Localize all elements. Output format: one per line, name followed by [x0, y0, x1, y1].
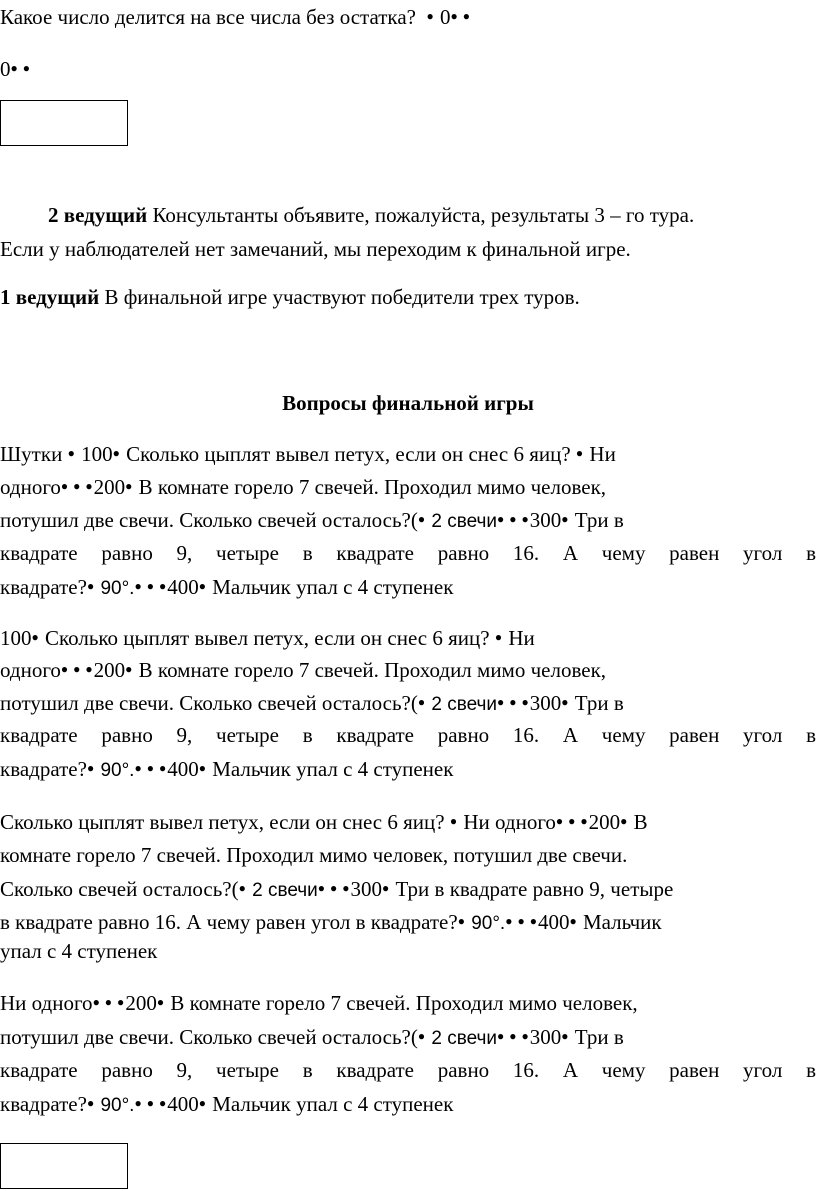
answer-box — [0, 100, 128, 146]
block2-text: Мальчик упал с 4 ступенек — [212, 757, 454, 781]
block4-text: Три в — [574, 1025, 624, 1049]
block2-text: В комнате горело 7 свечей. Проходил мимо человек, — [138, 658, 607, 682]
block4-text: 2 свечи — [431, 1028, 498, 1049]
block3-text: Мальчик — [582, 910, 662, 934]
bullet-icon: ● — [198, 579, 207, 593]
block2-text: 300 — [529, 691, 562, 715]
block4-line3: квадрате равно 9, четыре в квадрате равно 16. А чему равен угол в — [0, 1058, 816, 1082]
block2-text: одного — [0, 658, 61, 682]
block2-text: Ни — [508, 626, 535, 650]
block1-text: Мальчик упал с 4 ступенек — [212, 575, 454, 599]
block1-line2 — [0, 474, 606, 499]
block3-line3 — [0, 876, 673, 903]
block2-text: 90°. — [100, 760, 135, 781]
bullet-icon: ● — [86, 761, 96, 775]
block4-text: Мальчик упал с 4 ступенек — [212, 1092, 454, 1116]
block1-text: квадрате? — [0, 575, 87, 599]
block1-text: потушил две свечи. Сколько свечей осталось?( — [0, 508, 418, 532]
bullet-icon: ● — [417, 695, 427, 709]
block3-text: в квадрате равно 16. А чему равен угол в квадрате? — [0, 910, 458, 934]
bullet-icon: ● ● ● — [497, 512, 530, 526]
block1-line5 — [0, 574, 453, 601]
block3-text: 90°. — [471, 913, 506, 934]
block1-text: Три в — [574, 508, 624, 532]
bullet-icon: ● ● ● — [505, 914, 538, 928]
block4-text: 90°. — [100, 1095, 135, 1116]
bullet-icon: ● — [86, 1096, 96, 1110]
block3-text: 400 — [537, 910, 570, 934]
final-title: Вопросы финальной игры — [282, 391, 534, 415]
bullet-icon: ● ● ● — [134, 579, 168, 593]
bullet-icon: ● — [125, 662, 134, 676]
answer-box-bottom — [0, 1143, 128, 1189]
bullet-icon: ● ● ● — [497, 1029, 530, 1043]
bullet-icon: ● ● ● — [92, 995, 126, 1009]
bullet-icon: ● — [382, 881, 391, 895]
block1-text: 400 — [167, 575, 199, 599]
question-answer-line — [0, 56, 31, 81]
bullet-icon: ● — [561, 512, 570, 526]
block3-text: Сколько цыплят вывел петух, если он снес 6 яиц? — [0, 810, 445, 834]
block4-text: 300 — [529, 1025, 562, 1049]
block4-line2 — [0, 1024, 624, 1051]
block2-line3 — [0, 690, 624, 717]
block2-text: 200 — [93, 658, 126, 682]
bullet-icon: ● — [198, 761, 207, 775]
block3-text: 200 — [588, 810, 621, 834]
bullet-icon: ● — [457, 914, 466, 928]
block4-text: Ни одного — [0, 991, 93, 1015]
bullet-icon: ● — [238, 881, 247, 895]
block2-text: 2 свечи — [431, 694, 498, 715]
block1-text: Ни — [589, 442, 616, 466]
block3-text: В — [633, 810, 648, 834]
bullet-icon: ● — [198, 1096, 207, 1110]
block3-text: 300 — [350, 877, 383, 901]
block2-line4: квадрате равно 9, четыре в квадрате равно 16. А чему равен угол в — [0, 723, 816, 747]
host1-text: В финальной игре участвуют победители трех туров. — [104, 285, 580, 309]
block1-line1 — [0, 441, 616, 466]
block2-text: Три в — [574, 691, 624, 715]
block3-text: Сколько свечей осталось?( — [0, 877, 239, 901]
bullet-icon: ● — [112, 446, 121, 460]
block2-line2 — [0, 657, 606, 682]
block2-line5 — [0, 756, 453, 783]
bullet-icon: ● ● ● — [134, 1096, 168, 1110]
block4-text: 200 — [125, 991, 157, 1015]
bullet-icon: ● ● ● — [60, 479, 94, 493]
block1-text: одного — [0, 475, 61, 499]
block4-text: квадрате? — [0, 1092, 87, 1116]
bullet-icon: ● — [561, 1029, 570, 1043]
bullet-icon: ● ● — [10, 61, 31, 75]
bullet-icon: ● — [67, 446, 76, 460]
bullet-icon: ● ● ● — [134, 761, 168, 775]
block2-text: 400 — [167, 757, 199, 781]
block1-text: Сколько цыплят вывел петух, если он снес 6 яиц? — [126, 442, 571, 466]
bullet-icon: ● — [575, 446, 585, 460]
bullet-icon: ● — [417, 512, 427, 526]
block1-text: 300 — [529, 508, 562, 532]
block2-text: потушил две свечи. Сколько свечей осталось?( — [0, 691, 418, 715]
bullet-icon: ● ● ● — [555, 814, 589, 828]
block4-text: 400 — [167, 1092, 199, 1116]
bullet-icon: ● ● — [450, 9, 471, 23]
block3-line5: упал с 4 ступенек — [0, 939, 158, 963]
host2-text1: Консультанты объявите, пожалуйста, результаты 3 – го тура. — [152, 203, 695, 227]
block3-line4 — [0, 909, 662, 936]
block1-text: 200 — [93, 475, 126, 499]
block1-line4: квадрате равно 9, четыре в квадрате равно 16. А чему равен угол в — [0, 541, 816, 565]
bullet-icon: ● ● ● — [60, 662, 94, 676]
block2-text: Сколько цыплят вывел петух, если он снес 6 яиц? — [45, 626, 490, 650]
block1-text: 90°. — [100, 578, 135, 599]
block3-text: 2 свечи — [252, 880, 318, 901]
question-text: Какое число делится на все числа без остатка? — [0, 5, 416, 29]
host2-text2: Если у наблюдателей нет замечаний, мы переходим к финальной игре. — [0, 237, 631, 261]
block4-line1 — [0, 990, 638, 1015]
block4-text: потушил две свечи. Сколько свечей осталось?( — [0, 1025, 418, 1049]
bullet-icon: ● — [620, 814, 629, 828]
block3-text: Три в квадрате равно 9, четыре — [395, 877, 674, 901]
block3-line1 — [0, 809, 648, 834]
host2-label: 2 ведущий — [48, 203, 148, 227]
bullet-icon: ● — [561, 695, 570, 709]
bullet-icon: ● — [156, 995, 166, 1009]
bullet-icon: ● ● ● — [497, 695, 530, 709]
block3-line2: комнате горело 7 свечей. Проходил мимо человек, потушил две свечи. — [0, 843, 628, 867]
block1-text: В комнате горело 7 свечей. Проходил мимо человек, — [138, 475, 607, 499]
block1-line3 — [0, 507, 624, 534]
bullet-icon: ● ● ● — [317, 881, 351, 895]
block1-text: 100 — [81, 442, 113, 466]
bullet-icon: ● — [449, 814, 459, 828]
bullet-icon: ● — [417, 1029, 427, 1043]
host2-line1 — [48, 203, 694, 227]
bullet-icon: ● — [426, 9, 435, 23]
question-answer-2: 0 — [0, 57, 11, 81]
block1-text: 2 свечи — [431, 511, 498, 532]
block4-text: В комнате горело 7 свечей. Проходил мимо человек, — [170, 991, 638, 1015]
block2-text: 100 — [0, 626, 32, 650]
bullet-icon: ● — [494, 630, 504, 644]
block2-line1 — [0, 625, 535, 650]
bullet-icon: ● — [31, 630, 40, 644]
bullet-icon: ● — [125, 479, 134, 493]
question-answer: 0 — [439, 5, 451, 29]
bullet-icon: ● — [569, 914, 578, 928]
bullet-icon: ● — [86, 579, 96, 593]
host1-line — [0, 285, 580, 309]
block4-line4 — [0, 1091, 453, 1118]
block1-text: Шутки — [0, 442, 63, 466]
block2-text: квадрате? — [0, 757, 87, 781]
block3-text: Ни одного — [463, 810, 556, 834]
host1-label: 1 ведущий — [0, 285, 100, 309]
host2-line2 — [0, 237, 631, 261]
question-line — [0, 4, 471, 29]
